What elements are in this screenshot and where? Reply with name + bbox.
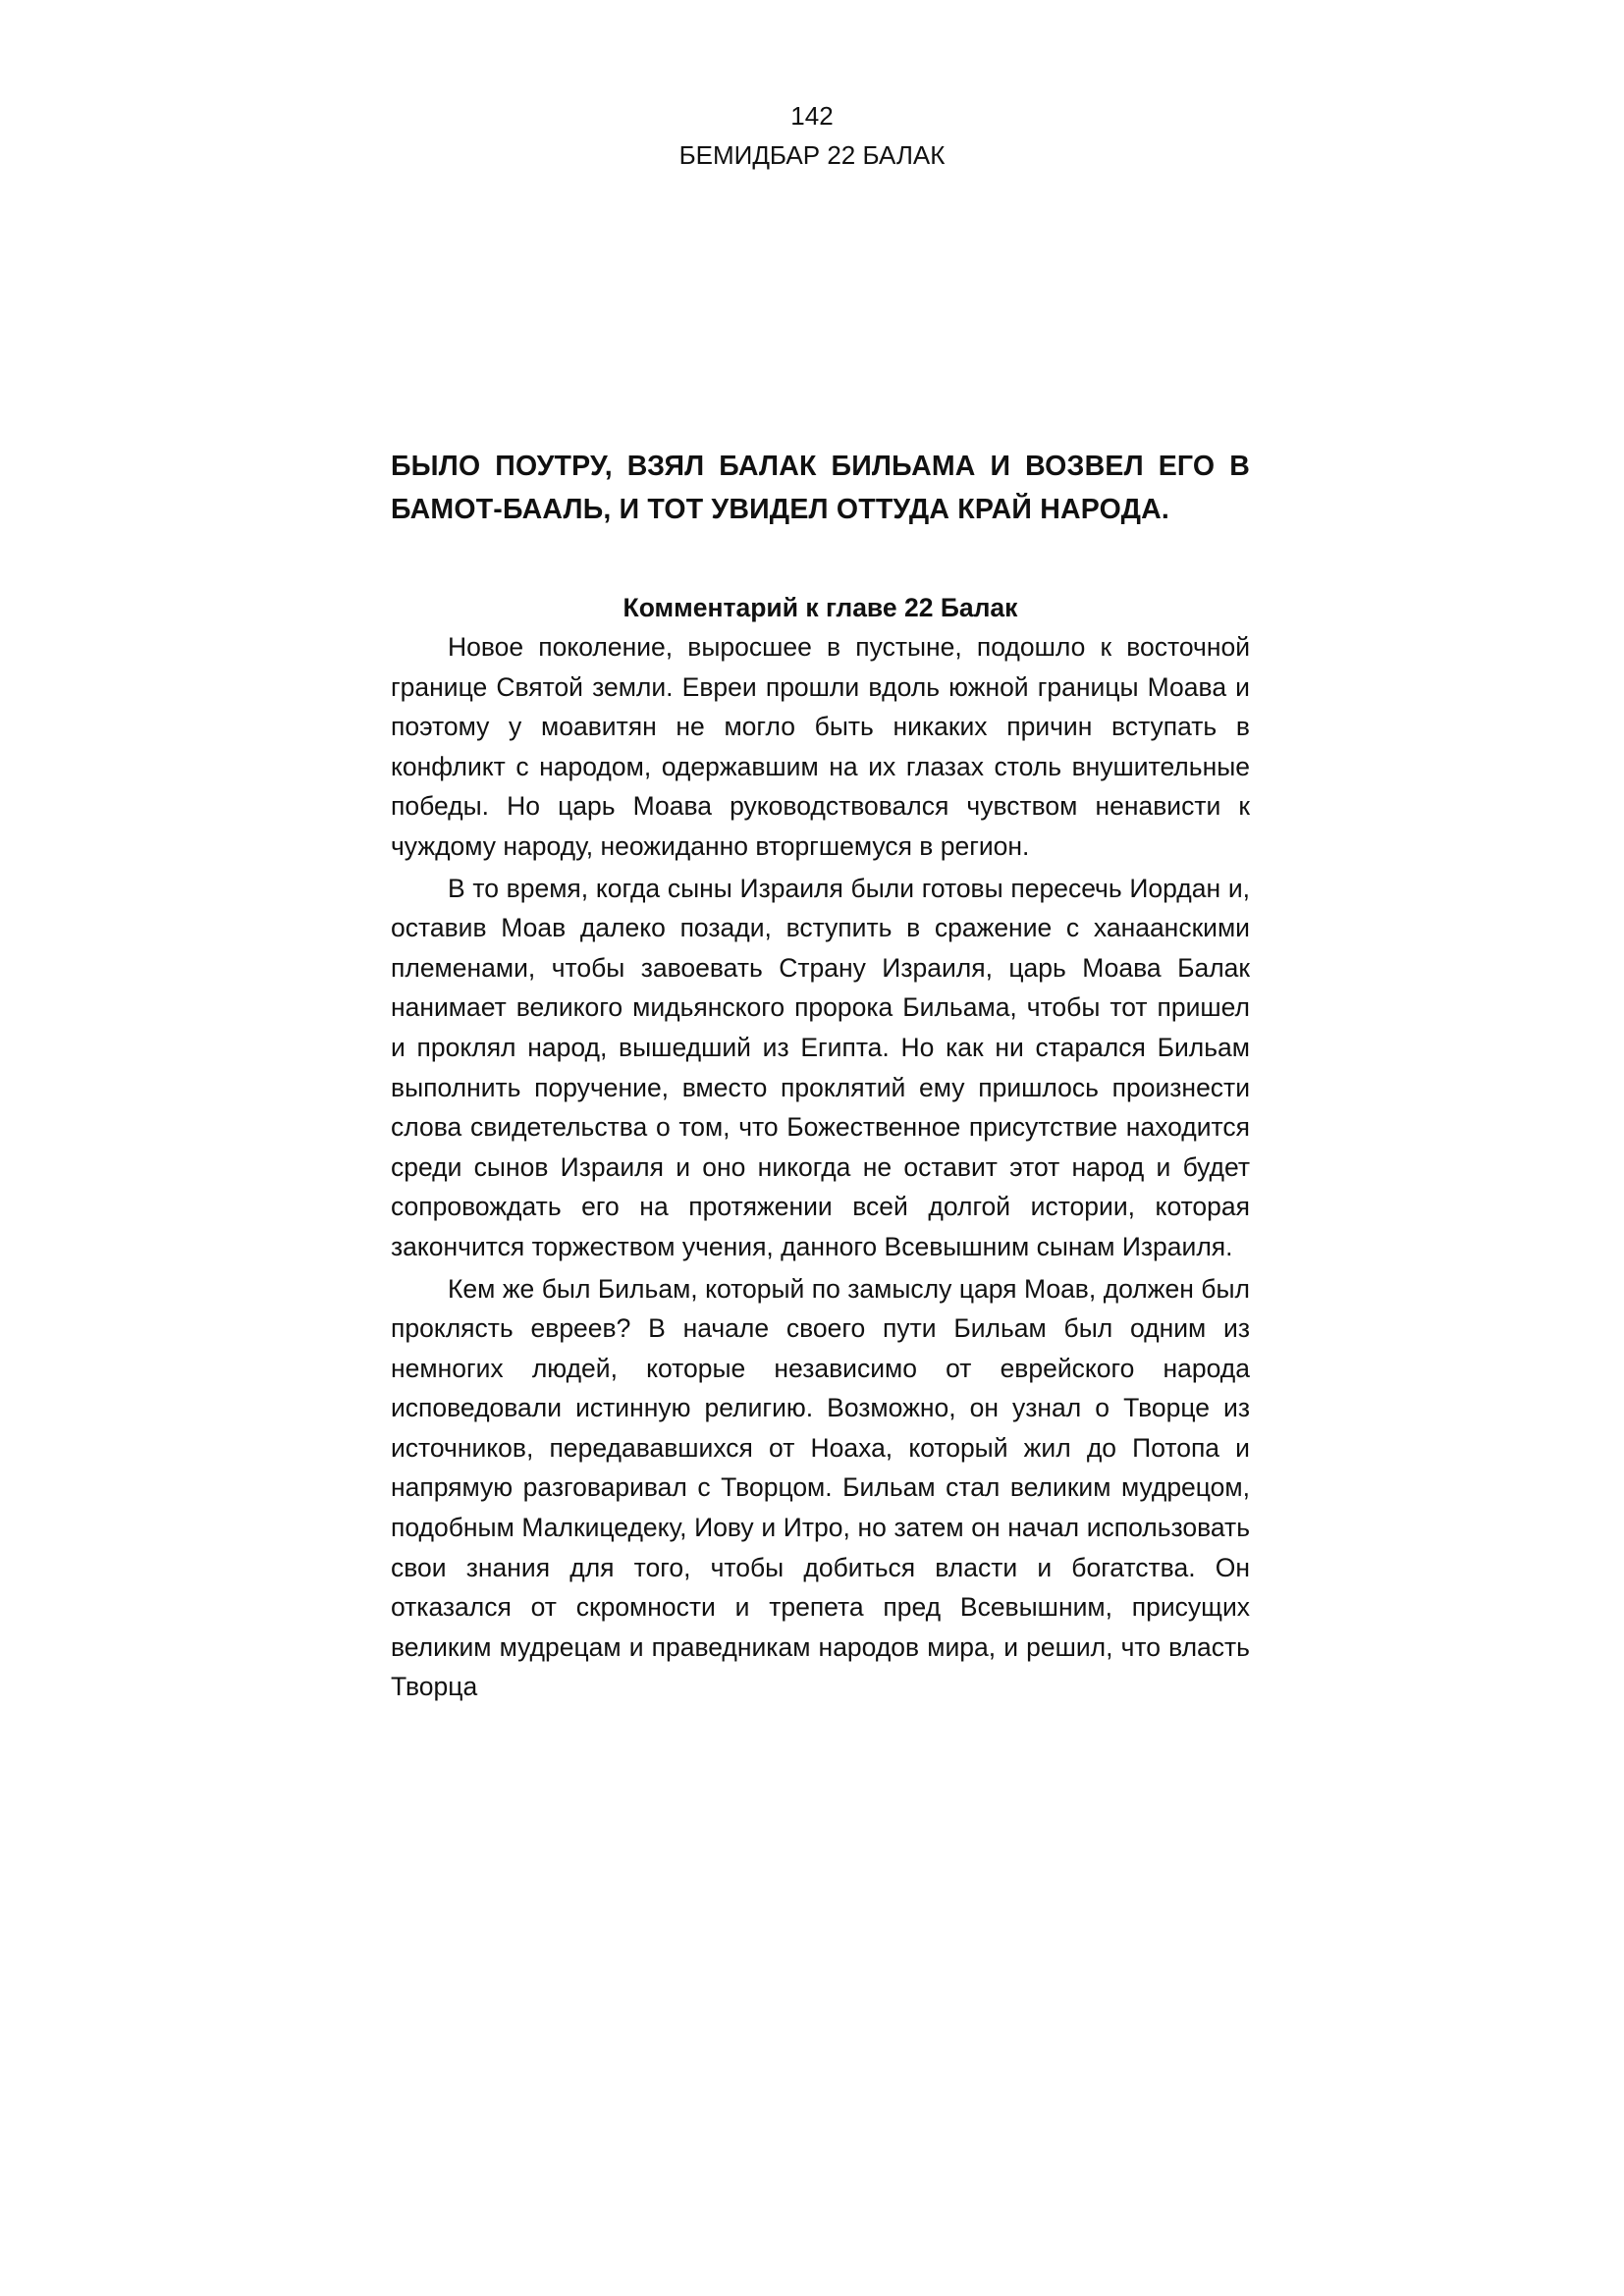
commentary-paragraph: Кем же был Бильам, который по замыслу царя Моав, должен был проклясть евреев? В начале своего пути Бильам был одним из немногих людей, которые независимо от еврейского народа исповедовали истинную религию. Возможно, он узнал о Творце из источников, передававшихся от Ноаха, который жил до Потопа и напрямую разговаривал с Творцом. Бильам стал великим мудрецом, подобным Малкицедеку, Иову и Итро, но затем он начал использовать свои знания для того, чтобы добиться власти и богатства. Он отказался от скромности и трепета пред Всевышним, присущих великим мудрецам и праведникам народов мира, и решил, что власть Творца — [391, 1273, 1250, 1702]
commentary-title: Комментарий к главе 22 Балак — [623, 593, 1018, 622]
page-number: 142 — [790, 101, 834, 131]
page-header — [0, 96, 1624, 175]
verse-heading: БЫЛО ПОУТРУ, ВЗЯЛ БАЛАК БИЛЬАМА И ВОЗВЕЛ ЕГО В БАМОТ-БААЛЬ, И ТОТ УВИДЕЛ ОТТУДА КРАЙ НАРОДА. — [391, 451, 1250, 525]
running-title: БЕМИДБАР 22 БАЛАК — [678, 140, 946, 170]
page-content — [391, 445, 1250, 1707]
commentary-paragraph: Новое поколение, выросшее в пустыне, подошло к восточной границе Святой земли. Евреи прошли вдоль южной границы Моава и поэтому у моавитян не могло быть никаких причин вступать в конфликт с народом, одержавшим на их глазах столь внушительные победы. Но царь Моава руководствовался чувством ненависти к чуждому народу, неожиданно вторгшемуся в регион. — [391, 632, 1250, 861]
commentary-paragraph: В то время, когда сыны Израиля были готовы пересечь Иордан и, оставив Моав далеко позади, вступить в сражение с ханаанскими племенами, чтобы завоевать Страну Израиля, царь Моава Балак нанимает великого мидьянского пророка Бильама, чтобы тот пришел и проклял народ, вышедший из Египта. Но как ни старался Бильам выполнить поручение, вместо проклятий ему пришлось произнести слова свидетельства о том, что Божественное присутствие находится среди сынов Израиля и оно никогда не оставит этот народ и будет сопровождать его на протяжении всей долгой истории, которая закончится торжеством учения, данного Всевышним сынам Израиля. — [391, 873, 1250, 1261]
